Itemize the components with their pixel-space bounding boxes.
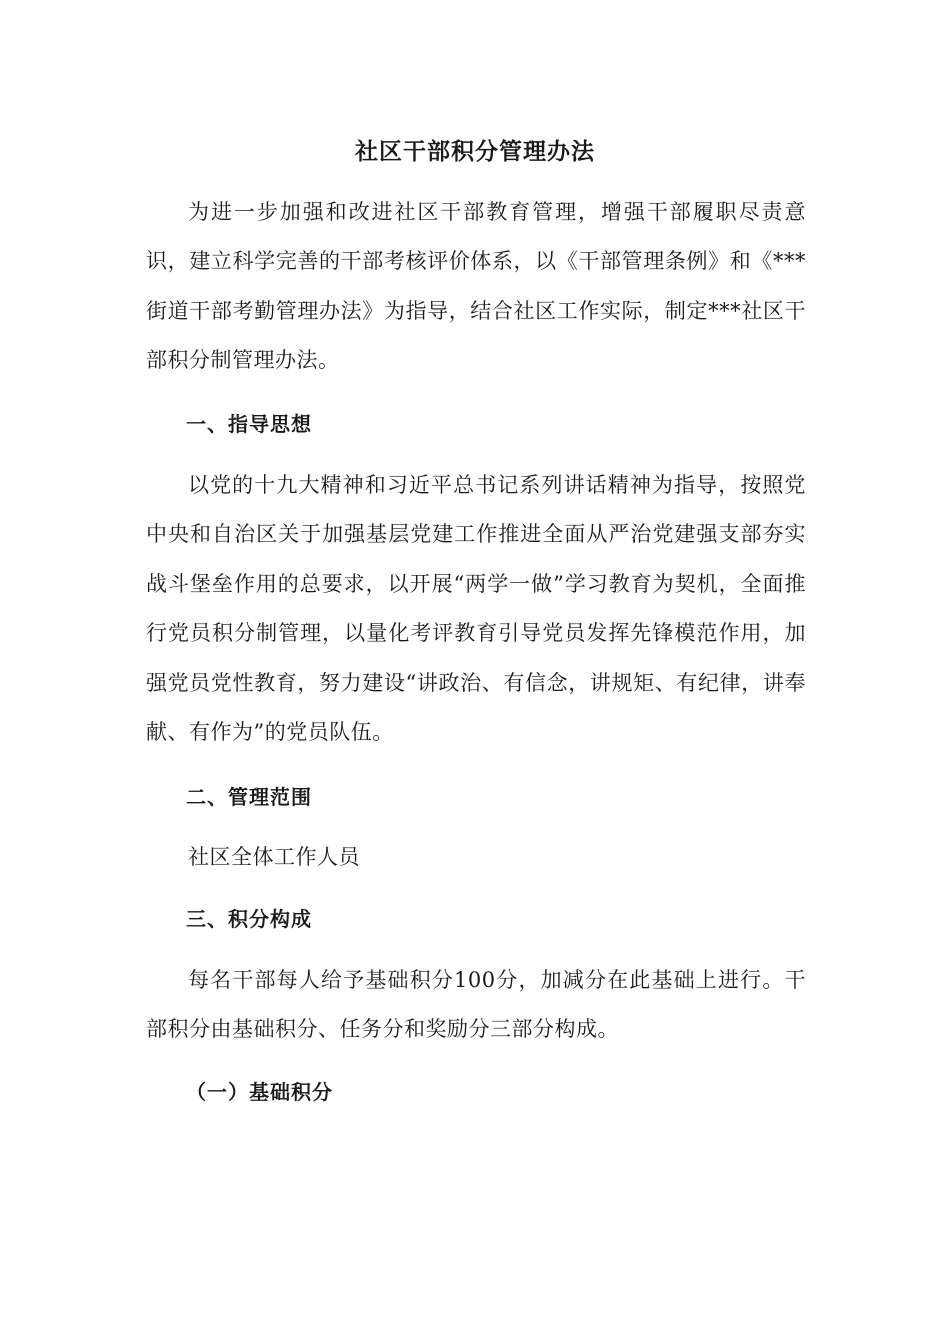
section-heading-management-scope: 二、管理范围 — [186, 785, 312, 809]
section-body-management-scope: 社区全体工作人员 — [188, 845, 360, 869]
section-heading-guiding-ideology: 一、指导思想 — [186, 412, 312, 436]
document-title: 社区干部积分管理办法 — [355, 138, 595, 165]
section-body-guiding-ideology: 以党的十九大精神和习近平总书记系列讲话精神为指导，按照党中央和自治区关于加强基层党建工作推进全面从严治党建强支部夯实战斗堡垒作用的总要求，以开展“两学一做”学习教育为契机，全面推行党员积分制管理，以量化考评教育引导党员发挥先锋模范作用，加强党员党性教育，努力建设“讲政治、有信念，讲规矩、有纪律，讲奉献、有作为”的党员队伍。 — [146, 473, 806, 745]
section-heading-points-composition: 三、积分构成 — [186, 907, 312, 931]
intro-paragraph: 为进一步加强和改进社区干部教育管理，增强干部履职尽责意识，建立科学完善的干部考核评价体系，以《干部管理条例》和《***街道干部考勤管理办法》为指导，结合社区工作实际，制定***社区干部积分制管理办法。 — [146, 200, 806, 373]
section-body-points-composition: 每名干部每人给予基础积分100分，加减分在此基础上进行。干部积分由基础积分、任务分和奖励分三部分构成。 — [146, 968, 806, 1042]
subheading-basic-points: （一）基础积分 — [186, 1080, 333, 1104]
